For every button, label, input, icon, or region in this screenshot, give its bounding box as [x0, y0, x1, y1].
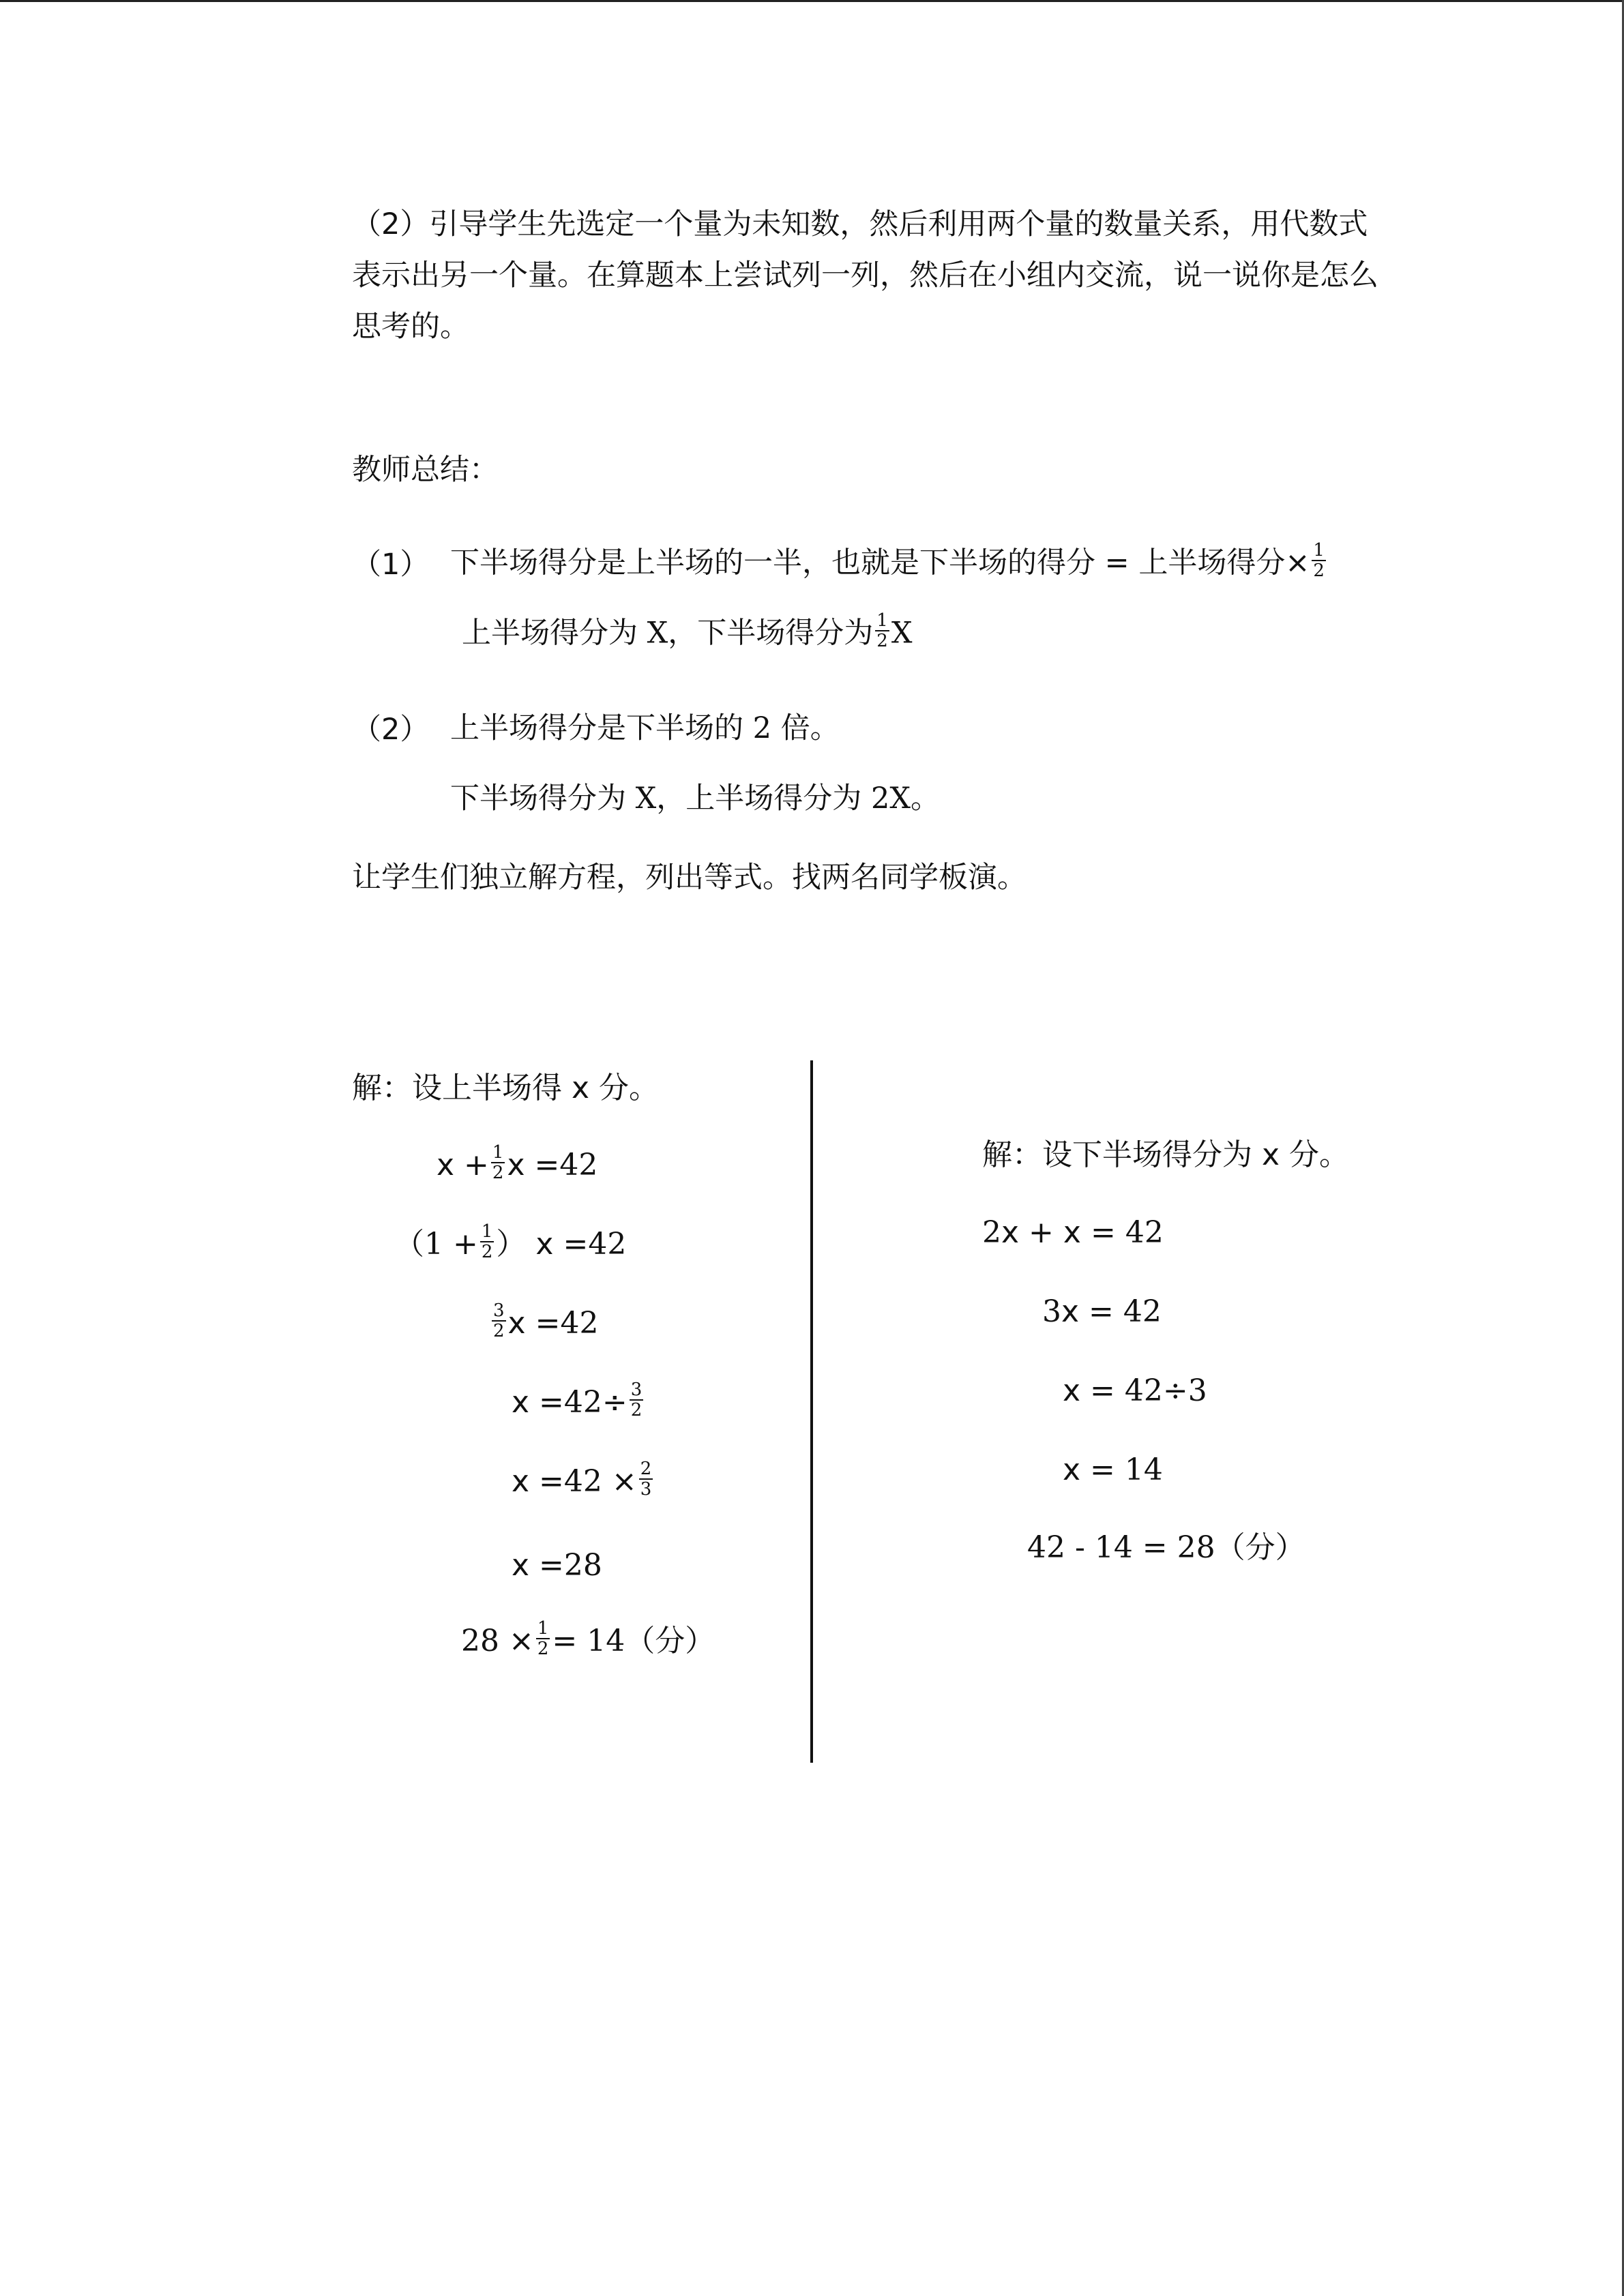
var-x: x	[437, 1148, 455, 1182]
item1-line2-var: X	[647, 616, 668, 651]
left-eq-5	[512, 1459, 655, 1503]
fraction-two-thirds	[639, 1459, 653, 1499]
equals-sign: =	[539, 1385, 564, 1420]
fraction-denominator: 2	[1313, 561, 1325, 581]
times-sign: ×	[509, 1624, 534, 1658]
value-42: 42	[559, 1148, 598, 1182]
value-1: 1	[424, 1227, 443, 1262]
item1-line1	[450, 540, 1328, 584]
fraction-denominator: 2	[630, 1400, 643, 1420]
equals-sign: =	[539, 1548, 564, 1583]
plus-sign: +	[453, 1227, 478, 1262]
item1-line2	[462, 610, 913, 655]
fraction-numerator: 1	[492, 1142, 504, 1163]
item2-line1-b: 倍。	[780, 711, 840, 745]
fraction-denominator: 2	[492, 1163, 504, 1183]
right-eq-2	[1042, 1294, 1162, 1330]
summary-heading: 教师总结：	[352, 453, 499, 487]
item1-line2-a: 上半场得分为	[462, 616, 638, 651]
var-x: x	[512, 1548, 530, 1583]
plus-sign: +	[464, 1148, 489, 1182]
top-border-line	[0, 0, 1624, 2]
equals-sign: =	[563, 1227, 589, 1262]
intro-paragraph: （2）引导学生先选定一个量为未知数，然后利用两个量的数量关系，用代数式表示出另一个量。在算题本上尝试列一列，然后在小组内交流，说一说你是怎么思考的。	[352, 207, 1378, 344]
plus-sign: +	[1029, 1215, 1054, 1250]
value-28: 28	[461, 1624, 499, 1658]
item2-line2-var2: 2X	[870, 781, 911, 816]
item2-line2-b: ，上半场得分为	[656, 781, 862, 816]
unit-label: （分）	[625, 1624, 715, 1658]
subtraction: 42 - 14 = 28	[1027, 1530, 1215, 1565]
right-title: 解：设下半场得分为 x 分。	[982, 1137, 1350, 1172]
item2-line2-var: X	[635, 781, 657, 816]
divide-sign: ÷	[602, 1385, 628, 1420]
item2-line2	[450, 781, 940, 817]
fraction-three-halves	[630, 1380, 644, 1420]
item2-line1-a: 上半场得分是下半场的	[450, 711, 743, 745]
eq-tail: = 42÷3	[1090, 1373, 1207, 1408]
eq-tail: = 42	[1089, 1294, 1162, 1329]
left-eq-1	[437, 1142, 598, 1187]
eq-tail: = 42	[1090, 1215, 1164, 1250]
item1-label: （1）	[352, 548, 430, 582]
fraction-numerator: 1	[537, 1618, 549, 1639]
fraction-denominator: 2	[876, 631, 888, 651]
left-eq-2	[394, 1221, 627, 1266]
item1-line2-var2: X	[891, 616, 913, 651]
left-paren: （	[394, 1227, 424, 1262]
right-eq-5	[1027, 1530, 1305, 1566]
var-x: x	[512, 1385, 530, 1420]
item2-label: （2）	[352, 713, 430, 747]
equals-sign: =	[535, 1306, 561, 1341]
left-eq-6	[512, 1548, 602, 1584]
solution-divider	[810, 1060, 813, 1763]
left-eq-3	[490, 1300, 599, 1345]
value-42: 42	[588, 1227, 627, 1262]
value-14: 14	[587, 1624, 625, 1658]
times-sign: ×	[611, 1464, 637, 1499]
unit-label: （分）	[1215, 1530, 1305, 1565]
item2-line2-a: 下半场得分为	[450, 781, 626, 816]
eq-tail: = 14	[1090, 1452, 1163, 1487]
fraction-one-half	[875, 611, 889, 651]
equals-sign: =	[539, 1464, 564, 1499]
equals-sign: =	[534, 1148, 560, 1182]
right-eq-4	[1063, 1452, 1163, 1489]
left-title: 解：设上半场得 x 分。	[352, 1071, 660, 1105]
fraction-numerator: 3	[493, 1300, 505, 1321]
fraction-denominator: 3	[640, 1479, 652, 1500]
var-x: x	[512, 1464, 530, 1499]
fraction-one-half	[1312, 541, 1326, 580]
fraction-numerator: 1	[481, 1221, 493, 1242]
value-28: 28	[563, 1548, 602, 1583]
value-42: 42	[560, 1306, 599, 1341]
fraction-three-halves	[492, 1301, 506, 1341]
right-paren: ）	[496, 1227, 527, 1262]
right-eq-3	[1063, 1373, 1207, 1410]
coef-2: 2	[982, 1215, 1001, 1250]
right-eq-1	[982, 1215, 1164, 1251]
left-eq-4	[512, 1380, 645, 1424]
value-42: 42	[563, 1385, 602, 1420]
fraction-denominator: 2	[481, 1242, 493, 1262]
var-x: x	[1001, 1215, 1020, 1250]
item2-line1	[450, 711, 840, 747]
fraction-denominator: 2	[493, 1321, 505, 1341]
coef-3: 3	[1042, 1294, 1061, 1329]
item1-line1-text: 下半场得分是上半场的一半，也就是下半场的得分 = 上半场得分×	[450, 546, 1310, 580]
fraction-numerator: 3	[630, 1380, 643, 1400]
fraction-numerator: 2	[640, 1459, 652, 1479]
var-x: x	[1063, 1452, 1081, 1487]
fraction-numerator: 1	[876, 610, 888, 631]
var-x: x	[1063, 1215, 1081, 1250]
closing-line: 让学生们独立解方程，列出等式。找两名同学板演。	[352, 861, 1027, 895]
fraction-one-half	[480, 1222, 494, 1262]
var-x: x	[1063, 1373, 1081, 1408]
item1-line2-b: ，下半场得分为	[668, 616, 874, 651]
fraction-one-half	[536, 1619, 550, 1658]
equals-sign: =	[552, 1624, 578, 1658]
left-eq-final	[461, 1618, 715, 1663]
item2-line1-num: 2	[752, 711, 772, 745]
var-x: x	[507, 1148, 525, 1182]
item2-line2-c: 。	[910, 781, 940, 816]
var-x: x	[507, 1306, 526, 1341]
var-x: x	[1061, 1294, 1080, 1329]
value-42: 42	[563, 1464, 602, 1499]
var-x: x	[535, 1227, 554, 1262]
fraction-numerator: 1	[1313, 540, 1325, 561]
fraction-one-half	[491, 1143, 505, 1182]
fraction-denominator: 2	[537, 1639, 549, 1659]
